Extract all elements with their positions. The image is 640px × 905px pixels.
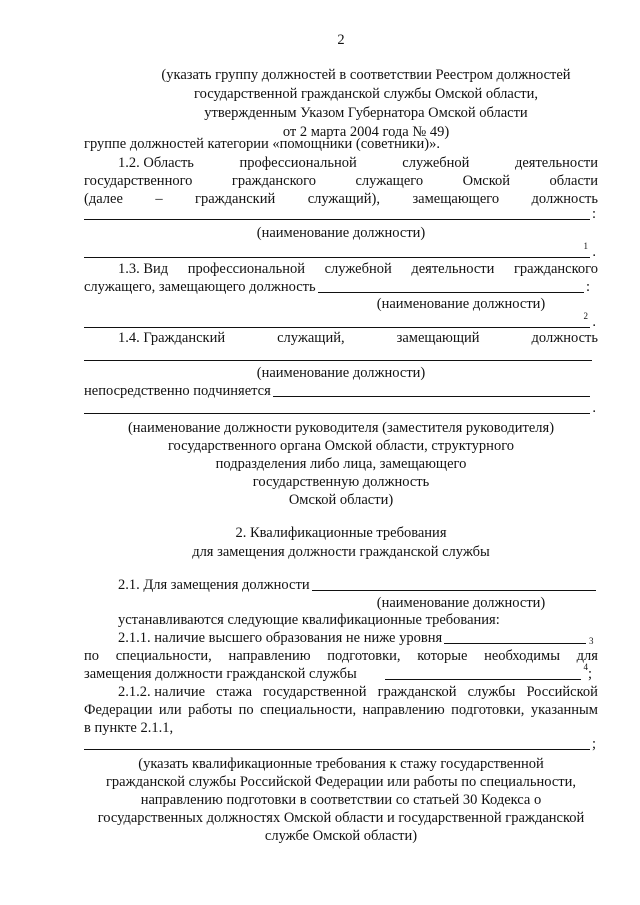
p13-line1 xyxy=(118,261,598,278)
group-line: группе должностей категории «помощники (советники)». xyxy=(84,136,440,152)
page-number: 2 xyxy=(337,32,345,48)
p21-line2: устанавливаются следующие квалификационные требования: xyxy=(118,612,500,628)
word: профессиональной xyxy=(239,155,357,171)
p12-blank-area[interactable] xyxy=(84,241,596,260)
footnote-mark: 1 xyxy=(583,241,588,251)
p12-caption: (наименование должности) xyxy=(256,225,426,241)
p14-blank-supervisor-cont[interactable] xyxy=(84,398,596,416)
word: гражданский xyxy=(195,191,276,207)
p211-blank-specialty[interactable] xyxy=(385,667,582,680)
intro-line: утвержденным Указом Губернатора Омской области xyxy=(204,105,528,121)
p212-caption xyxy=(84,755,598,845)
p211-line2 xyxy=(84,648,598,665)
word: указанным xyxy=(530,702,598,718)
word: профессиональной xyxy=(187,261,306,277)
word: области xyxy=(549,173,598,189)
intro-line: (указать группу должностей в соответствии Реестром должностей xyxy=(161,67,571,83)
section2-title xyxy=(84,524,598,562)
period: . xyxy=(592,400,596,416)
word: по xyxy=(84,648,100,664)
period: . xyxy=(592,244,596,260)
semicolon: ; xyxy=(587,666,592,682)
caption-line: государственную должность xyxy=(252,474,430,490)
word: служащий), xyxy=(307,191,381,207)
word: (далее xyxy=(84,191,123,207)
period: . xyxy=(592,314,596,330)
p212-blank-experience[interactable] xyxy=(84,734,596,752)
colon: : xyxy=(591,206,596,222)
word: деятельности xyxy=(514,155,598,171)
word: гражданского xyxy=(231,173,316,189)
footnote-mark: 4 xyxy=(583,662,588,672)
word: службы xyxy=(467,684,516,700)
caption-line: гражданской службы Российской Федерации или работы по специальности, xyxy=(105,774,577,790)
caption-line: государственных должностях Омской области и государственной гражданской xyxy=(97,810,585,826)
p21-blank-position[interactable] xyxy=(312,578,596,591)
word: которые xyxy=(417,648,468,664)
caption-line: направлению подготовки в соответствии со статьей 30 Кодекса о xyxy=(140,792,542,808)
p212-line2 xyxy=(84,702,598,719)
p211-line3 xyxy=(84,662,592,683)
word: стажа xyxy=(216,684,253,700)
word: деятельности xyxy=(411,261,495,277)
word: работы xyxy=(188,702,233,718)
caption-line: государственного органа Омской области, структурного xyxy=(167,438,515,454)
word: замещающий xyxy=(396,330,480,346)
caption-line: службе Омской области) xyxy=(264,828,418,844)
text: 2.1. Для замещения должности xyxy=(118,577,310,593)
word: служебной xyxy=(324,261,392,277)
intro-line: государственной гражданской службы Омской области, xyxy=(194,86,538,102)
p13-line2 xyxy=(84,279,590,296)
p13-blank-position[interactable] xyxy=(318,280,584,293)
word: Омской xyxy=(462,173,511,189)
caption-line: (наименование должности руководителя (заместителя руководителя) xyxy=(127,420,555,436)
caption-line: подразделения либо лица, замещающего xyxy=(215,456,467,472)
word: для xyxy=(576,648,598,664)
word: по xyxy=(238,702,254,718)
word: специальности, xyxy=(115,648,212,664)
footnote-mark: 2 xyxy=(583,311,588,321)
word: служащего xyxy=(355,173,424,189)
word: необходимы xyxy=(484,648,560,664)
text: замещения должности гражданской службы xyxy=(84,666,357,682)
word: гражданского xyxy=(513,261,598,277)
caption-line: (указать квалификационные требования к стажу государственной xyxy=(138,756,544,772)
word: гражданской xyxy=(377,684,457,700)
word: подготовки, xyxy=(451,702,525,718)
intro-caption xyxy=(134,66,598,142)
text: 2.1.1. наличие высшего образования не ниже уровня xyxy=(118,630,443,646)
word: специальности, xyxy=(260,702,357,718)
intro-line: от 2 марта 2004 года № 49) xyxy=(282,124,450,140)
caption-line: Омской области) xyxy=(288,492,394,508)
word: служащий, xyxy=(277,330,345,346)
section-title-line: 2. Квалификационные требования xyxy=(235,525,447,541)
p13-caption: (наименование должности) xyxy=(376,296,546,312)
semicolon: ; xyxy=(591,736,596,752)
word: должность xyxy=(531,330,598,346)
footnote-mark: 3 xyxy=(589,636,594,646)
p211-line1 xyxy=(118,630,588,647)
word: служебной xyxy=(402,155,470,171)
p21-caption: (наименование должности) xyxy=(376,595,546,611)
word: 1.2. Область xyxy=(118,155,194,171)
text: непосредственно подчиняется xyxy=(84,383,271,399)
p212-line3: в пункте 2.1.1, xyxy=(84,720,174,736)
p12-line1 xyxy=(118,155,598,172)
word: – xyxy=(155,191,163,207)
text: служащего, замещающего должность xyxy=(84,279,316,295)
word: 1.4. Гражданский xyxy=(118,330,226,346)
p211-blank-level[interactable] xyxy=(444,631,586,644)
word: подготовки, xyxy=(327,648,401,664)
word: должность xyxy=(531,191,598,207)
word: или xyxy=(158,702,182,718)
word: направлению xyxy=(228,648,311,664)
word: направлению xyxy=(362,702,445,718)
colon: : xyxy=(585,279,590,295)
word: 2.1.2. наличие xyxy=(118,684,206,700)
p12-blank-position[interactable] xyxy=(84,204,596,222)
word: 1.3. Вид xyxy=(118,261,169,277)
word: замещающего xyxy=(412,191,500,207)
p13-blank-type[interactable] xyxy=(84,311,596,330)
p12-line2 xyxy=(84,173,598,190)
p14-blank-supervisor[interactable] xyxy=(273,384,590,397)
word: государственной xyxy=(263,684,367,700)
p14-caption2 xyxy=(84,419,598,509)
word: Федерации xyxy=(84,702,153,718)
p21-line1 xyxy=(118,577,598,594)
p212-line1 xyxy=(118,684,598,701)
p14-caption: (наименование должности) xyxy=(256,365,426,381)
section-title-line: для замещения должности гражданской службы xyxy=(192,544,490,560)
word: государственного xyxy=(84,173,193,189)
p14-blank-position[interactable] xyxy=(84,345,592,361)
word: Российской xyxy=(526,684,598,700)
